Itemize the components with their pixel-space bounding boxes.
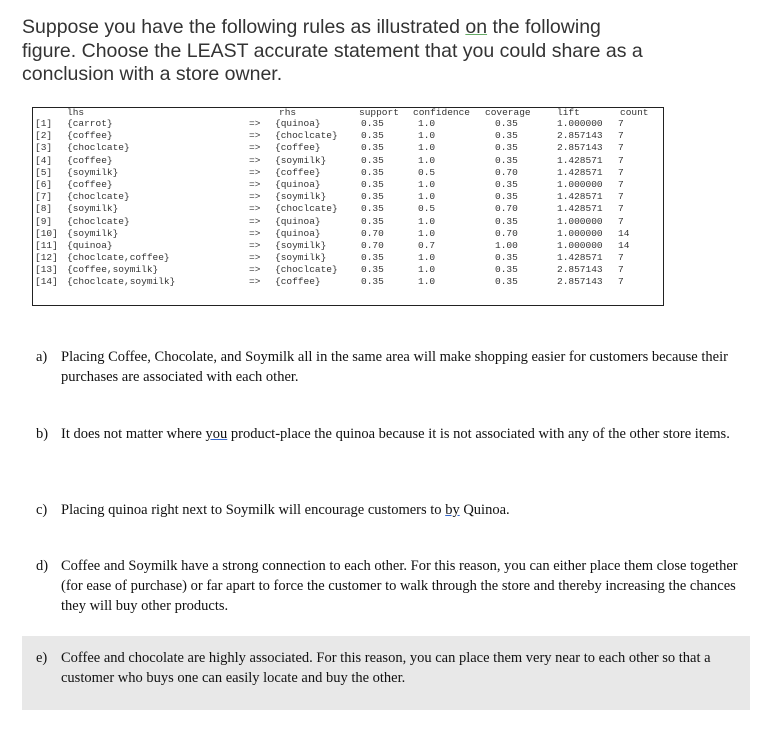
rule-confidence: 1.0 (418, 130, 436, 142)
rule-rhs: {quinoa} (275, 178, 321, 190)
rule-confidence: 1.0 (418, 276, 436, 288)
option-letter: c) (36, 502, 48, 518)
association-rules-table (32, 107, 664, 306)
rule-rhs: {choclcate} (275, 264, 338, 276)
rule-coverage: 0.35 (495, 130, 518, 142)
rule-count: 7 (618, 118, 624, 129)
rule-lhs: {soymilk} (67, 227, 119, 239)
table-row (33, 264, 663, 276)
rule-support: 0.70 (361, 227, 384, 239)
rule-rhs: {choclcate} (275, 203, 338, 215)
rule-confidence: 1.0 (418, 215, 436, 227)
option-letter: b) (36, 426, 49, 442)
answer-option-b[interactable] (22, 424, 750, 444)
rule-confidence: 1.0 (418, 227, 436, 239)
rule-coverage: 0.35 (495, 191, 518, 203)
rule-support: 0.70 (361, 239, 384, 251)
rule-coverage: 0.35 (495, 215, 518, 227)
rule-coverage: 0.35 (495, 154, 518, 166)
rule-count: 7 (618, 203, 624, 215)
rule-index: [5] (35, 166, 53, 178)
question-line-3: conclusion with a store owner. (22, 63, 283, 85)
rule-support: 0.35 (361, 142, 384, 154)
underlined-word: by (445, 502, 460, 518)
header-rhs: rhs (279, 107, 297, 118)
rule-arrow: => (249, 276, 261, 288)
rule-coverage: 0.70 (495, 166, 518, 178)
rule-index: [12] (35, 252, 58, 264)
rule-arrow: => (249, 154, 261, 166)
rule-count: 7 (618, 154, 624, 166)
rule-coverage: 0.35 (495, 276, 518, 288)
option-text: Coffee and Soymilk have a strong connection to each other. For this reason, you can either place them close together (for ease of purchase) or far apart to force the customer to walk through the store and thereby increasing the chances they will buy other products. (61, 558, 738, 614)
rule-index: [11] (35, 239, 58, 251)
rule-index: [8] (35, 203, 53, 215)
table-row (33, 167, 663, 179)
rule-count: 7 (618, 142, 624, 154)
rule-rhs: {soymilk} (275, 154, 327, 166)
rule-count: 14 (618, 227, 630, 239)
rule-coverage: 0.35 (495, 252, 518, 264)
rule-lift: 1.000000 (557, 178, 603, 190)
rule-confidence: 1.0 (418, 178, 436, 190)
rule-lift: 1.000000 (557, 227, 603, 239)
rule-rhs: {quinoa} (275, 118, 321, 129)
rule-count: 7 (618, 215, 624, 227)
rule-lhs: {soymilk} (67, 203, 119, 215)
rule-lhs: {choclcate,soymilk} (67, 276, 176, 288)
rule-lift: 1.000000 (557, 239, 603, 251)
rule-count: 7 (618, 166, 624, 178)
table-row (33, 130, 663, 142)
rule-lhs: {choclcate} (67, 215, 130, 227)
rule-support: 0.35 (361, 154, 384, 166)
rule-support: 0.35 (361, 166, 384, 178)
underlined-word: you (205, 426, 228, 442)
rule-count: 7 (618, 178, 624, 190)
header-lift: lift (557, 107, 580, 118)
option-text: Placing Coffee, Chocolate, and Soymilk all in the same area will make shopping easier for customers because their purchases are associated with each other. (61, 349, 728, 385)
header-confidence: confidence (413, 107, 471, 118)
rule-coverage: 1.00 (495, 239, 518, 251)
question-line-1: Suppose you have the following rules as illustrated on the following (22, 16, 601, 38)
rule-index: [9] (35, 215, 53, 227)
option-letter: d) (36, 558, 49, 574)
table-row (33, 118, 663, 130)
option-letter: e) (36, 650, 48, 666)
rule-lhs: {choclcate} (67, 142, 130, 154)
rule-arrow: => (249, 130, 261, 142)
rule-support: 0.35 (361, 215, 384, 227)
rule-index: [4] (35, 154, 53, 166)
answer-option-e[interactable] (22, 636, 750, 710)
rule-lift: 1.000000 (557, 118, 603, 129)
rule-count: 7 (618, 264, 624, 276)
answer-option-c[interactable] (22, 500, 750, 520)
rule-lhs: {coffee,soymilk} (67, 264, 159, 276)
rule-lift: 2.857143 (557, 142, 603, 154)
rule-support: 0.35 (361, 252, 384, 264)
table-row (33, 216, 663, 228)
option-text: Placing quinoa right next to Soymilk will encourage customers to by Quinoa. (61, 502, 510, 518)
rule-rhs: {coffee} (275, 276, 321, 288)
rule-rhs: {coffee} (275, 142, 321, 154)
rule-coverage: 0.70 (495, 227, 518, 239)
answer-option-a[interactable] (22, 347, 750, 387)
rule-coverage: 0.70 (495, 203, 518, 215)
option-letter: a) (36, 349, 48, 365)
table-row (33, 252, 663, 264)
rule-index: [14] (35, 276, 58, 288)
rule-arrow: => (249, 252, 261, 264)
rule-confidence: 0.7 (418, 239, 436, 251)
question-text (22, 16, 722, 87)
underlined-word: on (465, 16, 488, 38)
header-count: count (620, 107, 649, 118)
table-row (33, 142, 663, 154)
rule-lift: 1.000000 (557, 215, 603, 227)
rule-rhs: {soymilk} (275, 239, 327, 251)
rule-confidence: 0.5 (418, 203, 436, 215)
rule-index: [3] (35, 142, 53, 154)
rule-count: 7 (618, 276, 624, 288)
rule-support: 0.35 (361, 178, 384, 190)
rule-lhs: {carrot} (67, 118, 113, 129)
rule-lift: 1.428571 (557, 203, 603, 215)
rule-arrow: => (249, 166, 261, 178)
table-row (33, 276, 663, 288)
rule-index: [2] (35, 130, 53, 142)
rule-coverage: 0.35 (495, 178, 518, 190)
rule-confidence: 1.0 (418, 252, 436, 264)
rule-lift: 2.857143 (557, 264, 603, 276)
table-row (33, 203, 663, 215)
rule-confidence: 1.0 (418, 142, 436, 154)
rule-rhs: {quinoa} (275, 215, 321, 227)
rule-rhs: {choclcate} (275, 130, 338, 142)
rule-confidence: 0.5 (418, 166, 436, 178)
rule-lhs: {coffee} (67, 130, 113, 142)
rule-arrow: => (249, 178, 261, 190)
rule-lift: 1.428571 (557, 154, 603, 166)
rule-arrow: => (249, 215, 261, 227)
rule-confidence: 1.0 (418, 191, 436, 203)
rule-arrow: => (249, 227, 261, 239)
rule-confidence: 1.0 (418, 118, 436, 129)
rule-rhs: {coffee} (275, 166, 321, 178)
rule-coverage: 0.35 (495, 264, 518, 276)
rule-support: 0.35 (361, 203, 384, 215)
rule-lhs: {choclcate} (67, 191, 130, 203)
rule-index: [7] (35, 191, 53, 203)
rule-coverage: 0.35 (495, 118, 518, 129)
table-row (33, 228, 663, 240)
table-header (33, 108, 663, 118)
header-lhs: lhs (67, 107, 85, 118)
rule-confidence: 1.0 (418, 154, 436, 166)
rule-lhs: {quinoa} (67, 239, 113, 251)
option-text: It does not matter where you product-place the quinoa because it is not associated with any of the other store items. (61, 426, 730, 442)
table-row (33, 191, 663, 203)
rule-lift: 1.428571 (557, 252, 603, 264)
rule-lift: 2.857143 (557, 130, 603, 142)
rule-arrow: => (249, 191, 261, 203)
rule-coverage: 0.35 (495, 142, 518, 154)
rule-count: 14 (618, 239, 630, 251)
rule-arrow: => (249, 142, 261, 154)
rule-arrow: => (249, 203, 261, 215)
rule-count: 7 (618, 130, 624, 142)
rule-lift: 2.857143 (557, 276, 603, 288)
rule-support: 0.35 (361, 118, 384, 129)
rule-arrow: => (249, 239, 261, 251)
header-support: support (359, 107, 399, 118)
table-body (33, 118, 663, 289)
rule-lhs: {soymilk} (67, 166, 119, 178)
rule-count: 7 (618, 252, 624, 264)
rule-rhs: {soymilk} (275, 252, 327, 264)
table-row (33, 179, 663, 191)
rule-rhs: {soymilk} (275, 191, 327, 203)
rule-support: 0.35 (361, 130, 384, 142)
rule-arrow: => (249, 118, 261, 129)
table-row (33, 240, 663, 252)
rule-index: [13] (35, 264, 58, 276)
rule-support: 0.35 (361, 264, 384, 276)
rule-confidence: 1.0 (418, 264, 436, 276)
rule-arrow: => (249, 264, 261, 276)
header-coverage: coverage (485, 107, 531, 118)
rule-lhs: {choclcate,coffee} (67, 252, 170, 264)
answer-option-d[interactable] (22, 556, 750, 616)
rule-lift: 1.428571 (557, 166, 603, 178)
rule-lift: 1.428571 (557, 191, 603, 203)
rule-index: [10] (35, 227, 58, 239)
rule-support: 0.35 (361, 191, 384, 203)
rule-lhs: {coffee} (67, 154, 113, 166)
rule-rhs: {quinoa} (275, 227, 321, 239)
rule-index: [1] (35, 118, 53, 129)
rule-index: [6] (35, 178, 53, 190)
rule-support: 0.35 (361, 276, 384, 288)
question-line-2: figure. Choose the LEAST accurate statement that you could share as a (22, 39, 643, 62)
option-text: Coffee and chocolate are highly associated. For this reason, you can place them very near to each other so that a customer who buys one can easily locate and buy the other. (61, 650, 711, 686)
rule-lhs: {coffee} (67, 178, 113, 190)
rule-count: 7 (618, 191, 624, 203)
table-row (33, 155, 663, 167)
